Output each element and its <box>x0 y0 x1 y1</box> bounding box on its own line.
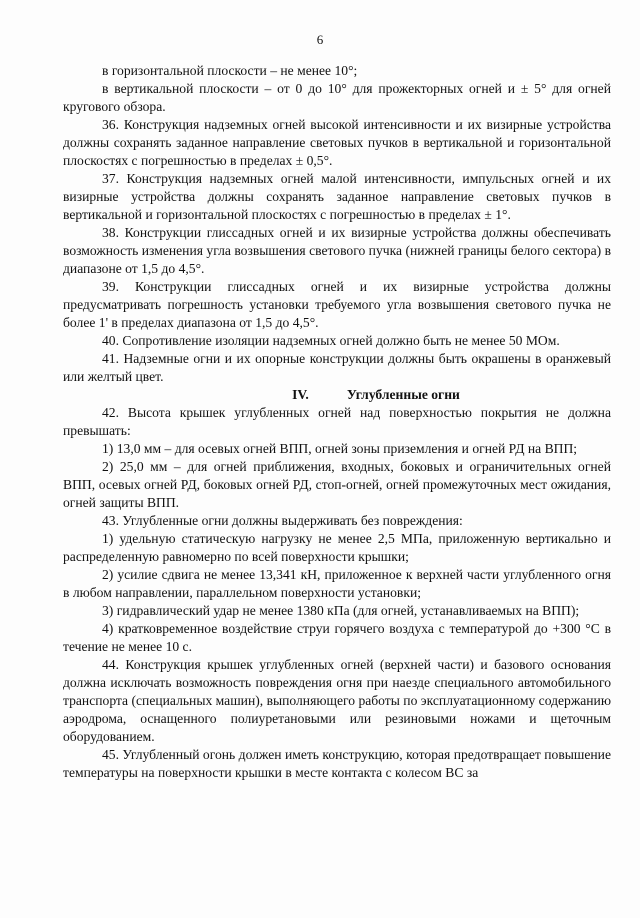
document-body <box>63 62 611 782</box>
paragraph: в вертикальной плоскости – от 0 до 10° для прожекторных огней и ± 5° для огней кругового обзора. <box>63 81 611 114</box>
paragraph: 37. Конструкция надземных огней малой интенсивности, импульсных огней и их визирные устройства должны сохранять заданное направление световых пучков в вертикальной и горизонтальной плоскостях с погрешностью в пределах ± 1°. <box>63 171 611 222</box>
paragraph: 2) 25,0 мм – для огней приближения, входных, боковых и ограничительных огней ВПП, осевых огней РД, боковых огней РД, стоп-огней, огней промежуточных мест ожидания, огней защиты ВПП. <box>63 459 611 510</box>
paragraph: 38. Конструкции глиссадных огней и их визирные устройства должны обеспечивать возможность изменения угла возвышения светового пучка (нижней границы белого сектора) в диапазоне от 1,5 до 4,5°. <box>63 225 611 276</box>
paragraph: 1) удельную статическую нагрузку не менее 2,5 МПа, приложенную вертикально и распределенную равномерно по всей поверхности крышки; <box>63 531 611 564</box>
paragraph: 4) кратковременное воздействие струи горячего воздуха с температурой до +300 °С в течение не менее 10 с. <box>63 621 611 654</box>
paragraph: 43. Углубленные огни должны выдерживать без повреждения: <box>102 513 463 528</box>
paragraph: в горизонтальной плоскости – не менее 10°; <box>102 63 358 78</box>
paragraph: 45. Углубленный огонь должен иметь конструкцию, которая предотвращает повышение температуры на поверхности крышки в месте контакта с колесом ВС за <box>63 747 611 780</box>
section-number: IV. <box>292 387 309 402</box>
paragraph: 39. Конструкции глиссадных огней и их визирные устройства должны предусматривать погрешность установки требуемого угла возвышения светового пучка не более 1' в пределах диапазона от 1,5 до 4,5°. <box>63 279 611 330</box>
page-number: 6 <box>316 32 324 47</box>
paragraph: 41. Надземные огни и их опорные конструкции должны быть окрашены в оранжевый или желтый цвет. <box>63 351 611 384</box>
paragraph: 36. Конструкция надземных огней высокой интенсивности и их визирные устройства должны сохранять заданное направление световых пучков в вертикальной и горизонтальной плоскостях с погрешностью в пределах ± 0,5°. <box>63 117 611 168</box>
paragraph: 1) 13,0 мм – для осевых огней ВПП, огней зоны приземления и огней РД на ВПП; <box>102 441 578 456</box>
paragraph: 42. Высота крышек углубленных огней над поверхностью покрытия не должна превышать: <box>63 405 611 438</box>
paragraph: 40. Сопротивление изоляции надземных огней должно быть не менее 50 МОм. <box>102 333 560 348</box>
paragraph: 2) усилие сдвига не менее 13,341 кН, приложенное к верхней части углубленного огня в любом направлении, параллельном поверхности установки; <box>63 567 611 600</box>
paragraph: 44. Конструкция крышек углубленных огней (верхней части) и базового основания должна исключать возможность повреждения огня при наезде специального автомобильного транспорта (специальных машин), выполняющего работы по эксплуатационному содержанию аэродрома, оснащенного полиуретановыми или резиновыми ножами и щеточным оборудованием. <box>63 657 611 744</box>
paragraph: 3) гидравлический удар не менее 1380 кПа (для огней, устанавливаемых на ВПП); <box>102 603 580 618</box>
section-heading <box>63 386 611 404</box>
section-title: Углубленные огни <box>346 387 460 402</box>
